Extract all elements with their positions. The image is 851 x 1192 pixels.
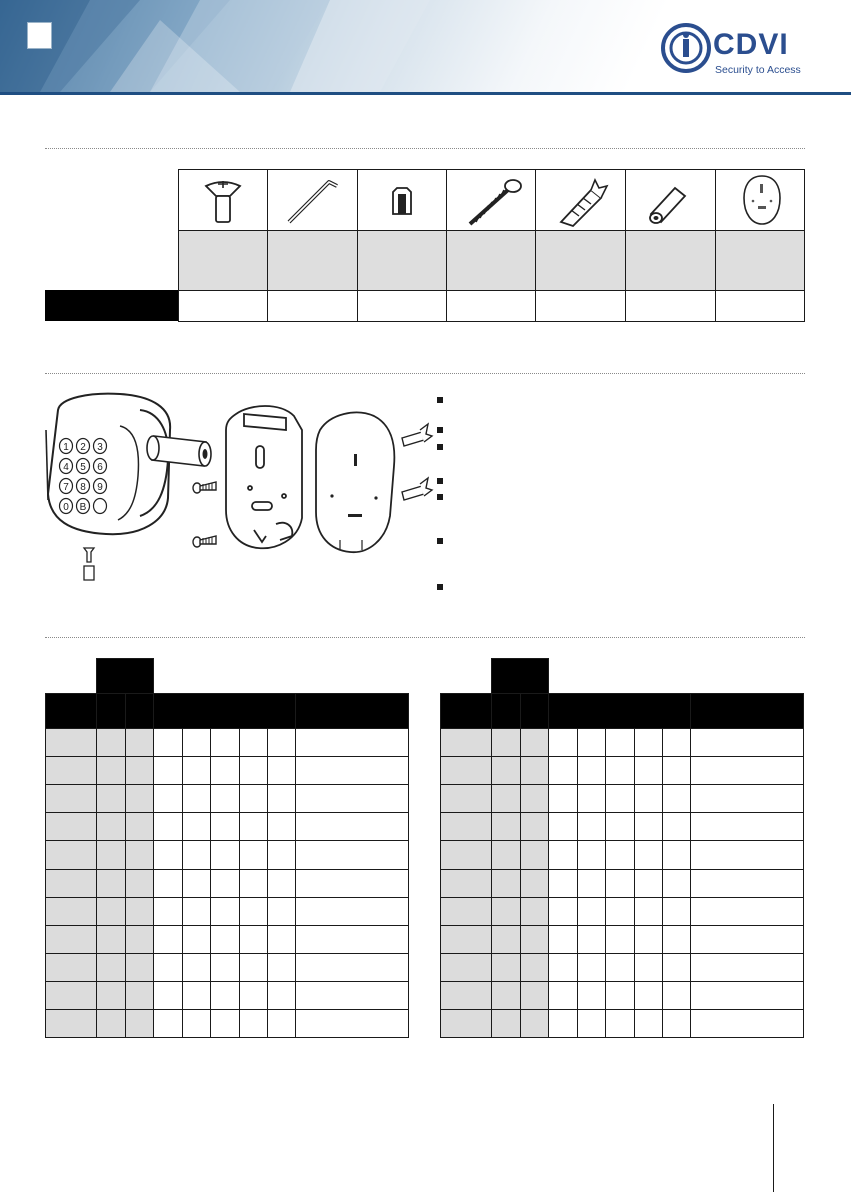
table-cell <box>125 728 154 757</box>
table-cell <box>548 1009 578 1038</box>
table-cell <box>153 981 183 1010</box>
bullet-marker <box>437 427 443 433</box>
table-top-header <box>96 658 154 694</box>
table-row-label-cell <box>45 1009 97 1038</box>
table-cell <box>548 756 578 785</box>
table-cell <box>96 953 126 982</box>
table-cell <box>153 897 183 926</box>
exploded-assembly-diagram <box>40 390 440 590</box>
table-cell <box>520 728 549 757</box>
table-cell <box>267 1009 296 1038</box>
table-cell <box>690 728 804 757</box>
table-cell <box>690 981 804 1010</box>
table-cell <box>491 812 521 841</box>
table-cell <box>548 840 578 870</box>
table-cell <box>605 756 635 785</box>
table-row-label-cell <box>45 840 97 870</box>
table-cell <box>577 784 606 813</box>
table-cell <box>520 1009 549 1038</box>
bullet-marker <box>437 494 443 500</box>
table-cell <box>182 812 211 841</box>
key-label: 0 <box>63 502 69 513</box>
screw-part <box>84 548 94 562</box>
table-cell <box>295 869 409 898</box>
table-cell <box>182 840 211 870</box>
section-separator <box>45 148 805 149</box>
table-cell <box>96 812 126 841</box>
table-cell <box>239 981 268 1010</box>
table-cell <box>662 784 691 813</box>
table-row-label-cell <box>440 897 492 926</box>
table-cell <box>96 897 126 926</box>
table-cell <box>125 1009 154 1038</box>
table-cell <box>548 812 578 841</box>
table-cell <box>662 812 691 841</box>
table-row-label-cell <box>440 953 492 982</box>
table-cell <box>239 897 268 926</box>
mounting-template-part <box>316 412 394 552</box>
table-header-cell <box>440 693 492 729</box>
table-row-label-cell <box>45 756 97 785</box>
table-row-label-cell <box>440 812 492 841</box>
table-row-label-cell <box>45 981 97 1010</box>
table-cell <box>605 840 635 870</box>
cdvi-logo-icon <box>660 22 712 74</box>
table-cell <box>690 784 804 813</box>
table-cell <box>491 925 521 954</box>
table-header-cell <box>153 693 296 729</box>
table-cell <box>210 925 240 954</box>
table-cell <box>520 784 549 813</box>
table-cell <box>605 981 635 1010</box>
table-cell <box>125 840 154 870</box>
table-cell <box>520 981 549 1010</box>
table-cell <box>548 897 578 926</box>
table-cell <box>634 756 663 785</box>
table-cell <box>690 756 804 785</box>
table-cell <box>295 812 409 841</box>
table-row-label-cell <box>45 728 97 757</box>
table-cell <box>690 840 804 870</box>
key-label: 6 <box>97 462 103 473</box>
table-cell <box>182 981 211 1010</box>
table-cell <box>548 869 578 898</box>
table-cell <box>96 756 126 785</box>
table-header-cell <box>96 693 126 729</box>
key-label: 7 <box>63 482 69 493</box>
table-cell <box>577 981 606 1010</box>
wood-screw-icon <box>460 176 524 230</box>
quantity-row-header <box>45 290 178 321</box>
table-cell <box>210 981 240 1010</box>
table-cell <box>153 869 183 898</box>
table-cell <box>634 869 663 898</box>
table-row-label-cell <box>440 756 492 785</box>
table-cell <box>96 784 126 813</box>
table-cell <box>634 925 663 954</box>
table-cell <box>548 925 578 954</box>
table-cell <box>662 925 691 954</box>
table-row-label-cell <box>45 812 97 841</box>
table-row-label-cell <box>45 953 97 982</box>
table-cell <box>239 756 268 785</box>
key-label: 5 <box>80 462 86 473</box>
table-cell <box>182 869 211 898</box>
table-cell <box>690 953 804 982</box>
table-cell <box>153 1009 183 1038</box>
table-cell <box>210 869 240 898</box>
table-cell <box>239 840 268 870</box>
table-header-cell <box>295 693 409 729</box>
table-cell <box>491 1009 521 1038</box>
page-number-rule <box>773 1104 774 1192</box>
table-cell <box>662 728 691 757</box>
table-cell <box>182 897 211 926</box>
table-cell <box>125 925 154 954</box>
table-cell <box>520 953 549 982</box>
table-cell <box>295 925 409 954</box>
bullet-marker <box>437 538 443 544</box>
table-cell <box>520 925 549 954</box>
table-cell <box>153 756 183 785</box>
table-cell <box>182 784 211 813</box>
table-cell <box>491 840 521 870</box>
table-cell <box>662 981 691 1010</box>
table-cell <box>239 728 268 757</box>
table-cell <box>491 869 521 898</box>
table-row-label-cell <box>45 897 97 926</box>
table-cell <box>267 925 296 954</box>
table-cell <box>634 981 663 1010</box>
bullet-marker <box>437 478 443 484</box>
brand-name: CDVI <box>713 28 789 61</box>
table-cell <box>267 840 296 870</box>
table-cell <box>548 728 578 757</box>
table-cell <box>690 925 804 954</box>
table-cell <box>634 1009 663 1038</box>
table-cell <box>267 756 296 785</box>
table-cell <box>239 812 268 841</box>
table-cell <box>605 728 635 757</box>
table-cell <box>605 953 635 982</box>
table-cell <box>96 840 126 870</box>
table-row-label-cell <box>45 869 97 898</box>
table-cell <box>239 925 268 954</box>
table-cell <box>182 925 211 954</box>
bullet-marker <box>437 584 443 590</box>
table-cell <box>210 840 240 870</box>
table-cell <box>125 869 154 898</box>
table-cell <box>267 981 296 1010</box>
table-cell <box>239 953 268 982</box>
table-cell <box>267 728 296 757</box>
table-row-label-cell <box>440 981 492 1010</box>
section-separator <box>45 637 805 638</box>
table-cell <box>210 812 240 841</box>
table-cell <box>295 728 409 757</box>
wall-plug-icon <box>551 176 613 228</box>
table-cell <box>239 1009 268 1038</box>
code-table-left <box>45 658 409 1041</box>
brand-tagline: Security to Access <box>715 64 801 76</box>
table-cell <box>295 1009 409 1038</box>
table-cell <box>634 897 663 926</box>
countersunk-screw-icon <box>198 176 248 226</box>
table-cell <box>690 812 804 841</box>
bullet-marker <box>437 397 443 403</box>
table-header-cell <box>491 693 521 729</box>
table-cell <box>267 812 296 841</box>
table-cell <box>153 925 183 954</box>
table-header-cell <box>125 693 154 729</box>
table-cell <box>182 953 211 982</box>
table-cell <box>295 953 409 982</box>
wall-plugs-part <box>402 424 432 500</box>
key-label: 8 <box>80 482 86 493</box>
table-cell <box>96 925 126 954</box>
bullet-marker <box>437 444 443 450</box>
table-row-label-cell <box>440 784 492 813</box>
table-cell <box>125 953 154 982</box>
table-cell <box>577 869 606 898</box>
table-cell <box>577 756 606 785</box>
table-cell <box>210 1009 240 1038</box>
table-cell <box>520 840 549 870</box>
table-cell <box>605 897 635 926</box>
key-label: 1 <box>63 442 69 453</box>
section-separator <box>45 373 805 374</box>
table-cell <box>605 925 635 954</box>
key-label: 4 <box>63 462 69 473</box>
table-cell <box>491 728 521 757</box>
table-cell <box>520 756 549 785</box>
table-cell <box>267 869 296 898</box>
table-cell <box>125 981 154 1010</box>
table-cell <box>96 1009 126 1038</box>
table-cell <box>634 840 663 870</box>
key-label: B <box>79 502 87 513</box>
table-cell <box>662 840 691 870</box>
table-cell <box>491 981 521 1010</box>
table-cell <box>239 784 268 813</box>
table-cell <box>125 756 154 785</box>
table-cell <box>548 953 578 982</box>
table-cell <box>210 756 240 785</box>
table-cell <box>182 728 211 757</box>
table-cell <box>491 897 521 926</box>
table-row-label-cell <box>440 728 492 757</box>
table-cell <box>605 869 635 898</box>
wood-screws-part <box>193 482 216 547</box>
table-cell <box>605 812 635 841</box>
key-label: 3 <box>97 442 103 453</box>
table-row-label-cell <box>45 925 97 954</box>
table-header-cell <box>45 693 97 729</box>
table-cell <box>520 869 549 898</box>
header-rule <box>0 92 851 95</box>
table-cell <box>662 953 691 982</box>
table-cell <box>634 728 663 757</box>
table-cell <box>520 812 549 841</box>
table-cell <box>182 756 211 785</box>
table-cell <box>577 925 606 954</box>
table-row-label-cell <box>45 784 97 813</box>
code-table-right <box>440 658 804 1041</box>
table-cell <box>210 728 240 757</box>
table-cell <box>153 784 183 813</box>
table-cell <box>605 1009 635 1038</box>
allen-key-icon <box>283 176 345 228</box>
table-row-label-cell <box>440 840 492 870</box>
table-cell <box>295 897 409 926</box>
table-header-cell <box>520 693 549 729</box>
table-header-cell <box>548 693 691 729</box>
table-cell <box>634 812 663 841</box>
key-label: 2 <box>80 442 86 453</box>
table-row-label-cell <box>440 869 492 898</box>
table-cell <box>662 1009 691 1038</box>
key-label: 9 <box>97 482 103 493</box>
table-cell <box>295 784 409 813</box>
table-cell <box>267 784 296 813</box>
table-cell <box>295 981 409 1010</box>
table-cell <box>491 756 521 785</box>
table-top-header <box>491 658 549 694</box>
table-cell <box>125 784 154 813</box>
table-cell <box>153 728 183 757</box>
language-indicator-box <box>27 22 52 49</box>
table-cell <box>634 953 663 982</box>
table-cell <box>96 728 126 757</box>
table-cell <box>96 869 126 898</box>
table-cell <box>295 756 409 785</box>
table-cell <box>520 897 549 926</box>
table-cell <box>690 897 804 926</box>
table-cell <box>634 784 663 813</box>
table-cell <box>577 1009 606 1038</box>
table-cell <box>125 812 154 841</box>
table-cell <box>662 869 691 898</box>
table-row-label-cell <box>440 925 492 954</box>
table-cell <box>153 812 183 841</box>
table-cell <box>182 1009 211 1038</box>
table-cell <box>125 897 154 926</box>
table-cell <box>662 756 691 785</box>
table-cell <box>210 953 240 982</box>
table-cell <box>210 784 240 813</box>
table-cell <box>577 728 606 757</box>
table-cell <box>96 981 126 1010</box>
table-cell <box>210 897 240 926</box>
table-cell <box>239 869 268 898</box>
table-cell <box>577 840 606 870</box>
table-cell <box>491 784 521 813</box>
table-cell <box>690 1009 804 1038</box>
table-cell <box>295 840 409 870</box>
table-cell <box>690 869 804 898</box>
table-cell <box>577 812 606 841</box>
table-cell <box>153 840 183 870</box>
table-cell <box>153 953 183 982</box>
table-cell <box>548 981 578 1010</box>
mounting-template-icon <box>742 174 782 226</box>
table-header-cell <box>690 693 804 729</box>
table-cell <box>577 897 606 926</box>
table-cell <box>548 784 578 813</box>
nut-part <box>84 566 94 580</box>
insert-nut-icon <box>389 186 415 218</box>
spacer-tube-icon <box>643 180 693 226</box>
table-cell <box>605 784 635 813</box>
back-plate-part <box>226 406 302 548</box>
table-cell <box>577 953 606 982</box>
table-row-label-cell <box>440 1009 492 1038</box>
table-cell <box>491 953 521 982</box>
table-cell <box>662 897 691 926</box>
table-cell <box>267 897 296 926</box>
table-cell <box>267 953 296 982</box>
